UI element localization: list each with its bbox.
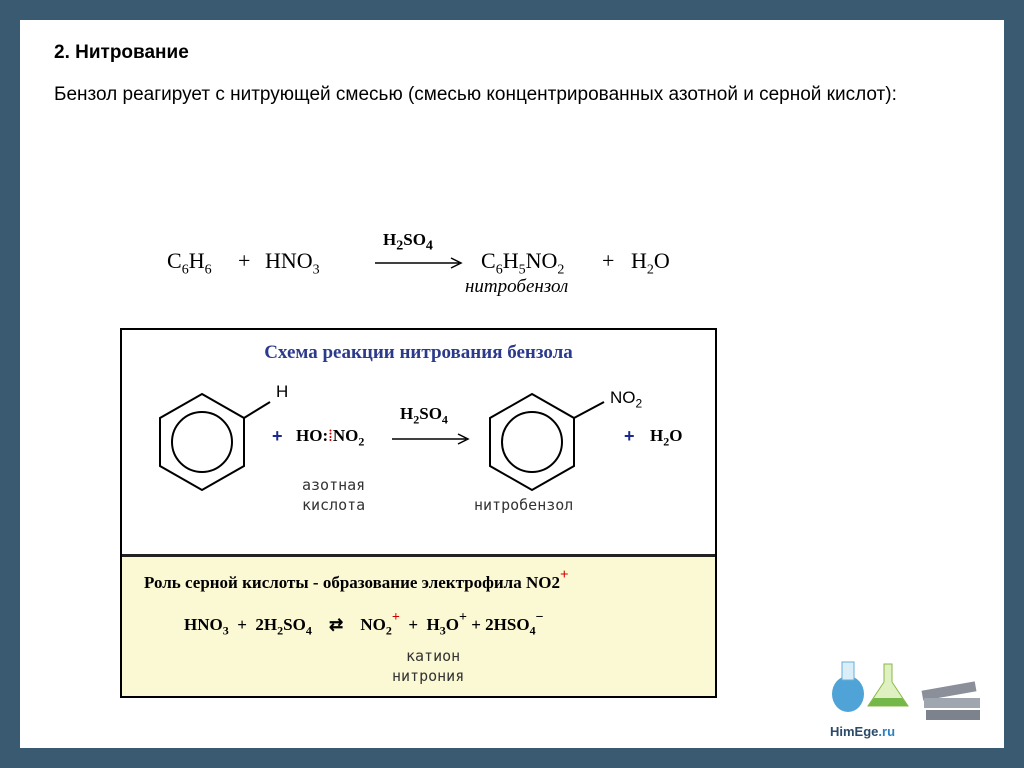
nitric-acid-formula: $HO:⁞NO_2$ xyxy=(296,426,365,449)
acid-name-line1: азотная xyxy=(302,476,366,494)
scheme-product-name: нитробензол xyxy=(474,496,574,514)
plus-sign: + xyxy=(602,248,615,273)
himege-logo xyxy=(826,642,984,728)
slide-title: 2. Нитрование xyxy=(54,42,189,63)
plus-sign: + xyxy=(624,426,635,446)
cation-name-line2: нитрония xyxy=(392,667,465,685)
reaction-arrow xyxy=(375,256,465,270)
benzene-ring xyxy=(152,388,272,498)
hydrogen-label: H xyxy=(276,382,289,401)
product-name: нитробензол xyxy=(465,276,569,297)
reaction-scheme xyxy=(120,328,717,698)
no2-group-label: $NO_2$ xyxy=(610,388,643,411)
product-water: $H_2O$ xyxy=(631,248,670,278)
logo-text: HimEge.ru xyxy=(830,724,896,739)
cation-name-line1: катион xyxy=(406,647,461,665)
role-text: Роль серной кислоты - образование электрофила NO2+ xyxy=(144,567,569,592)
catalyst-label: $H_2SO_4$ xyxy=(383,230,433,254)
sulfuric-acid-role-panel xyxy=(122,554,715,696)
intro-text: Бензол реагирует с нитрующей смесью (смесью концентрированных азотной и серной кислот): xyxy=(54,84,897,105)
acid-name-line2: кислота xyxy=(302,496,366,514)
scheme-title: Схема реакции нитрования бензола xyxy=(264,342,573,363)
slide-canvas xyxy=(20,20,1004,748)
water-formula: $H_2O$ xyxy=(650,426,683,449)
charge-plus: + xyxy=(559,567,569,583)
equilibrium-equation: $HNO_3 + 2H_2SO_4$ ⇄ $NO_2^+ + H_3O^+ + 2HSO_4^-$ xyxy=(184,610,544,638)
reactant-benzene: $C_6H_6$ xyxy=(167,248,212,278)
reactant-nitric-acid: $HNO_3$ xyxy=(265,248,320,278)
product-nitrobenzene: $C_6H_5NO_2$ xyxy=(481,248,565,278)
scheme-catalyst-label: $H_2SO_4$ xyxy=(400,404,448,427)
nitrobenzene-ring xyxy=(482,388,612,498)
scheme-arrow xyxy=(392,432,472,446)
plus-sign: + xyxy=(238,248,251,273)
plus-sign: + xyxy=(272,426,283,446)
